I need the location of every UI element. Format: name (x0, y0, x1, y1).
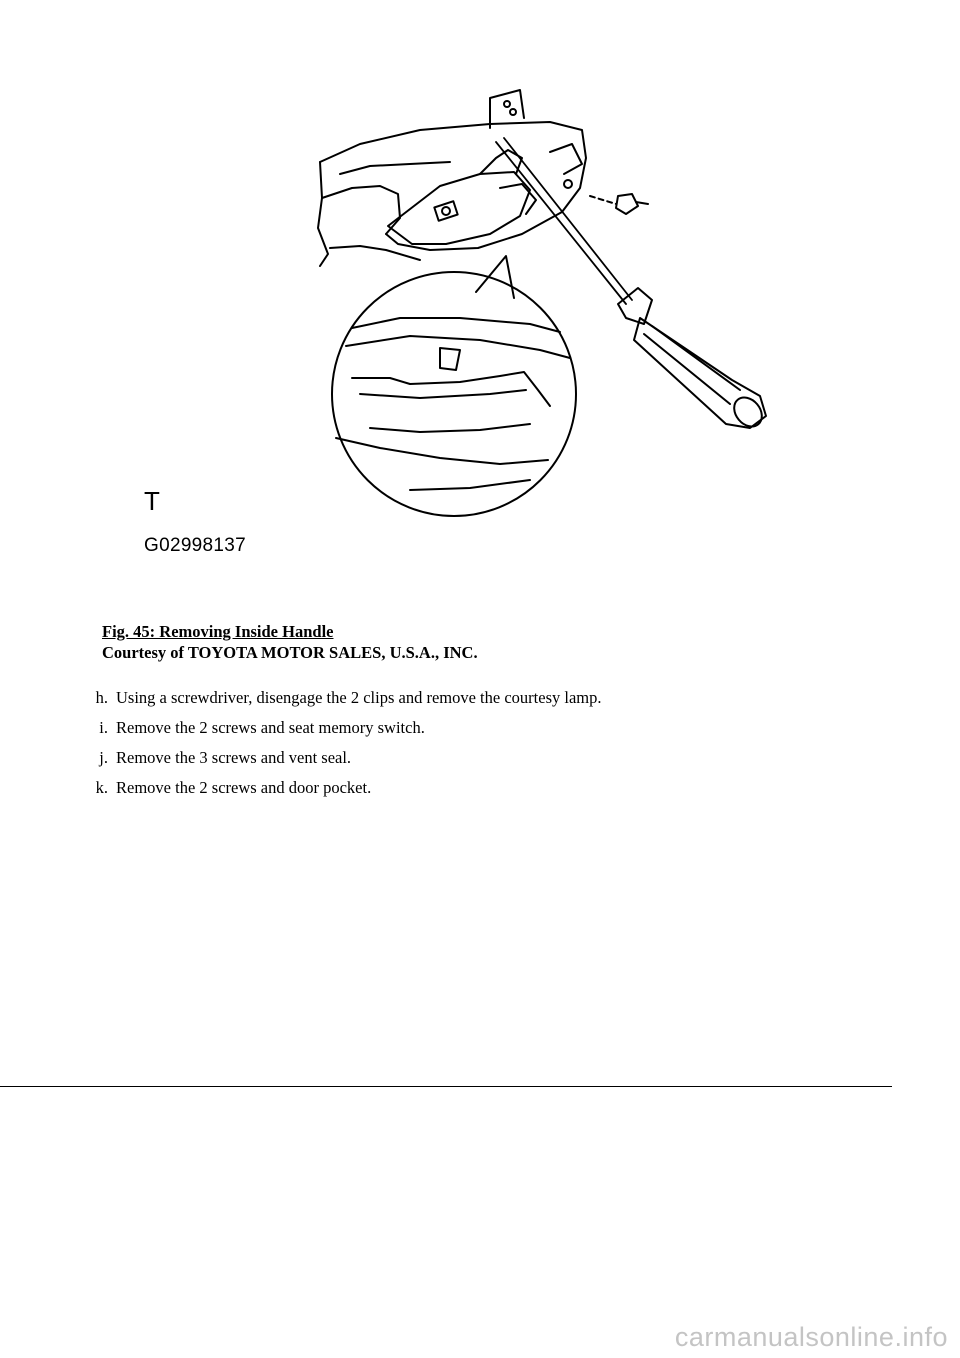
footer-divider (0, 1086, 892, 1087)
step-text: Remove the 3 screws and vent seal. (116, 748, 352, 767)
step-marker: j. (99, 748, 108, 767)
figure-credit: Courtesy of TOYOTA MOTOR SALES, U.S.A., INC. (102, 643, 478, 662)
inside-handle-illustration (300, 78, 780, 520)
step-text: Remove the 2 screws and seat memory switch. (116, 718, 425, 737)
step-text: Remove the 2 screws and door pocket. (116, 778, 372, 797)
figure-code: G02998137 (144, 535, 247, 556)
step-marker: k. (95, 778, 108, 797)
step-marker: h. (95, 688, 108, 707)
list-item (0, 778, 960, 808)
procedure-steps (0, 688, 960, 808)
list-item (0, 688, 960, 718)
step-marker: i. (99, 718, 108, 737)
list-item (0, 748, 960, 778)
figure-caption (102, 621, 478, 663)
list-item (0, 718, 960, 748)
figure-corner-letter: T (144, 486, 160, 516)
figure-title: Fig. 45: Removing Inside Handle (102, 622, 334, 641)
watermark: carmanualsonline.info (674, 1322, 948, 1352)
step-text: Using a screwdriver, disengage the 2 clips and remove the courtesy lamp. (116, 688, 602, 707)
